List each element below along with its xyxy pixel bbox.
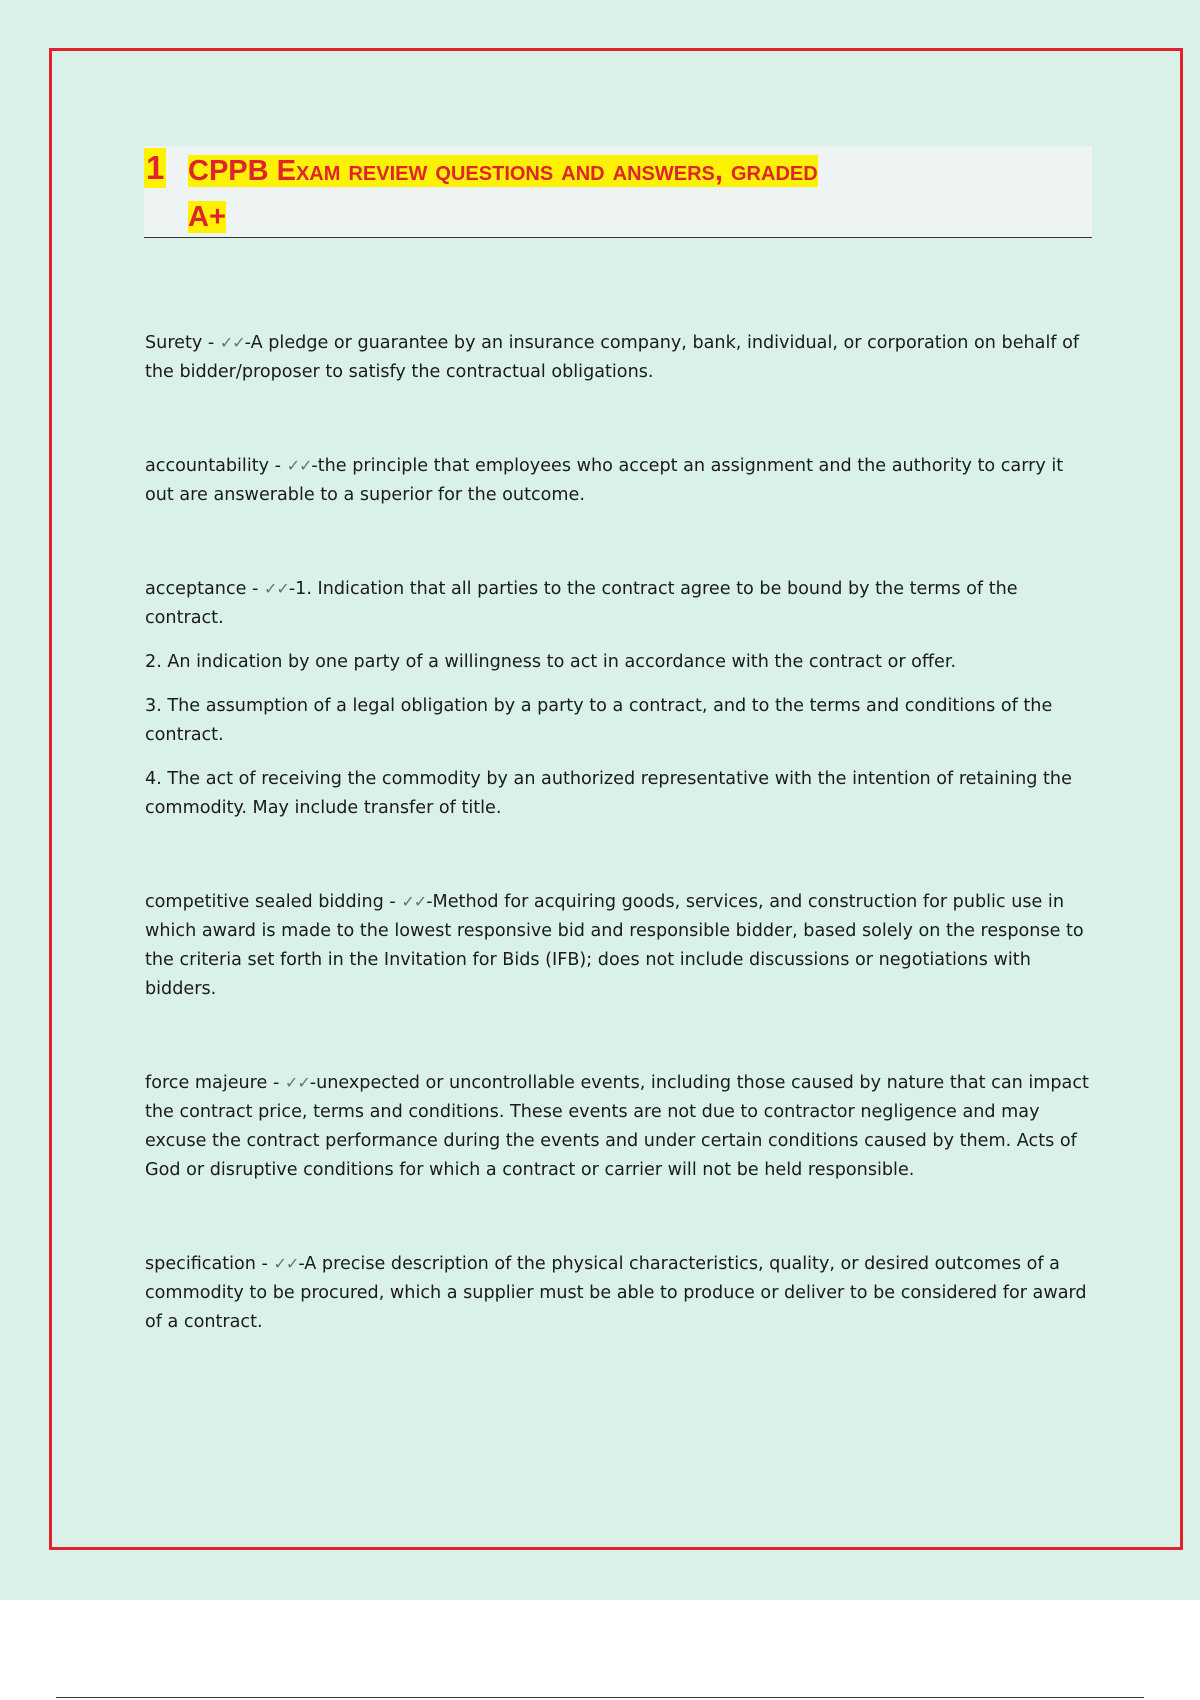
heading-title-line2: A+ bbox=[188, 201, 226, 233]
entry-definition-first: competitive sealed bidding - ✓✓-Method for acquiring goods, services, and construction for public use in which award is made to the lowest responsive bid and responsible bidder, based solely on the response to the criteria set forth in the Invitation for Bids (IFB); does not include discussions or negotiations with bidders. bbox=[145, 887, 1090, 1004]
glossary-entry bbox=[145, 887, 1090, 1004]
footer-divider bbox=[56, 1697, 1144, 1698]
definition-text: A precise description of the physical characteristics, quality, or desired outcomes of a commodity to be procured, which a supplier must be able to produce or deliver to be considered for award of a contract. bbox=[145, 1254, 1087, 1332]
definition-text: unexpected or uncontrollable events, including those caused by nature that can impact the contract price, terms and conditions. These events are not due to contractor negligence and may excuse the contract performance during the events and under certain conditions caused by them. Acts of God or disruptive conditions for which a contract or carrier will not be held responsible. bbox=[145, 1073, 1089, 1180]
entry-definition-first: specification - ✓✓-A precise description of the physical characteristics, quality, or desired outcomes of a commodity to be procured, which a supplier must be able to produce or deliver to be considered for award of a contract. bbox=[145, 1249, 1090, 1337]
definition-text: 2. An indication by one party of a willingness to act in accordance with the contract or offer. bbox=[145, 652, 957, 672]
entry-definition-item bbox=[145, 648, 1090, 677]
glossary-entry bbox=[145, 328, 1090, 387]
double-check-icon: ✓✓ bbox=[401, 892, 427, 911]
definition-text: the principle that employees who accept an assignment and the authority to carry it out are answerable to a superior for the outcome. bbox=[145, 456, 1064, 505]
glossary-content bbox=[145, 328, 1090, 1337]
glossary-entry bbox=[145, 1249, 1090, 1337]
entry-definition-first: accountability - ✓✓-the principle that employees who accept an assignment and the authority to carry it out are answerable to a superior for the outcome. bbox=[145, 451, 1090, 510]
entry-definition-item bbox=[145, 692, 1090, 750]
entry-term: competitive sealed bidding bbox=[145, 892, 384, 912]
definition-text: 4. The act of receiving the commodity by an authorized representative with the intention of retaining the commodity. May include transfer of title. bbox=[145, 769, 1072, 818]
document-heading bbox=[144, 146, 1092, 238]
heading-title bbox=[188, 148, 1068, 240]
heading-number: 1 bbox=[146, 149, 165, 186]
entry-definition-first: force majeure - ✓✓-unexpected or uncontrollable events, including those caused by nature that can impact the contract price, terms and conditions. These events are not due to contractor negligence and may excuse the contract performance during the events and under certain conditions caused by them. Acts of God or disruptive conditions for which a contract or carrier will not be held responsible. bbox=[145, 1068, 1090, 1185]
double-check-icon: ✓✓ bbox=[219, 333, 245, 352]
definition-text: 3. The assumption of a legal obligation by a party to a contract, and to the terms and conditions of the contract. bbox=[145, 696, 1053, 745]
double-check-icon: ✓✓ bbox=[273, 1254, 299, 1273]
entry-definition-first: Surety - ✓✓-A pledge or guarantee by an insurance company, bank, individual, or corporation on behalf of the bidder/proposer to satisfy the contractual obligations. bbox=[145, 328, 1090, 387]
heading-title-line1: CPPB Exam review questions and answers, graded bbox=[188, 155, 818, 187]
definition-text: Method for acquiring goods, services, and construction for public use in which award is made to the lowest responsive bid and responsible bidder, based solely on the response to the criteria set forth in the Invitation for Bids (IFB); does not include discussions or negotiations with bidders. bbox=[145, 892, 1084, 999]
definition-text: A pledge or guarantee by an insurance company, bank, individual, or corporation on behalf of the bidder/proposer to satisfy the contractual obligations. bbox=[145, 333, 1080, 382]
glossary-entry bbox=[145, 451, 1090, 510]
double-check-icon: ✓✓ bbox=[286, 456, 312, 475]
entry-term: force majeure bbox=[145, 1073, 268, 1093]
glossary-entry bbox=[145, 574, 1090, 823]
entry-definition-first: acceptance - ✓✓-1. Indication that all parties to the contract agree to be bound by the terms of the contract. bbox=[145, 574, 1090, 633]
double-check-icon: ✓✓ bbox=[264, 579, 289, 598]
entry-definition-item bbox=[145, 765, 1090, 823]
entry-term: Surety bbox=[145, 333, 203, 353]
entry-term: acceptance bbox=[145, 579, 247, 599]
glossary-entry bbox=[145, 1068, 1090, 1185]
definition-text: 1. Indication that all parties to the contract agree to be bound by the terms of the contract. bbox=[145, 579, 1018, 628]
double-check-icon: ✓✓ bbox=[284, 1073, 310, 1092]
entry-term: specification bbox=[145, 1254, 256, 1274]
entry-term: accountability bbox=[145, 456, 270, 476]
